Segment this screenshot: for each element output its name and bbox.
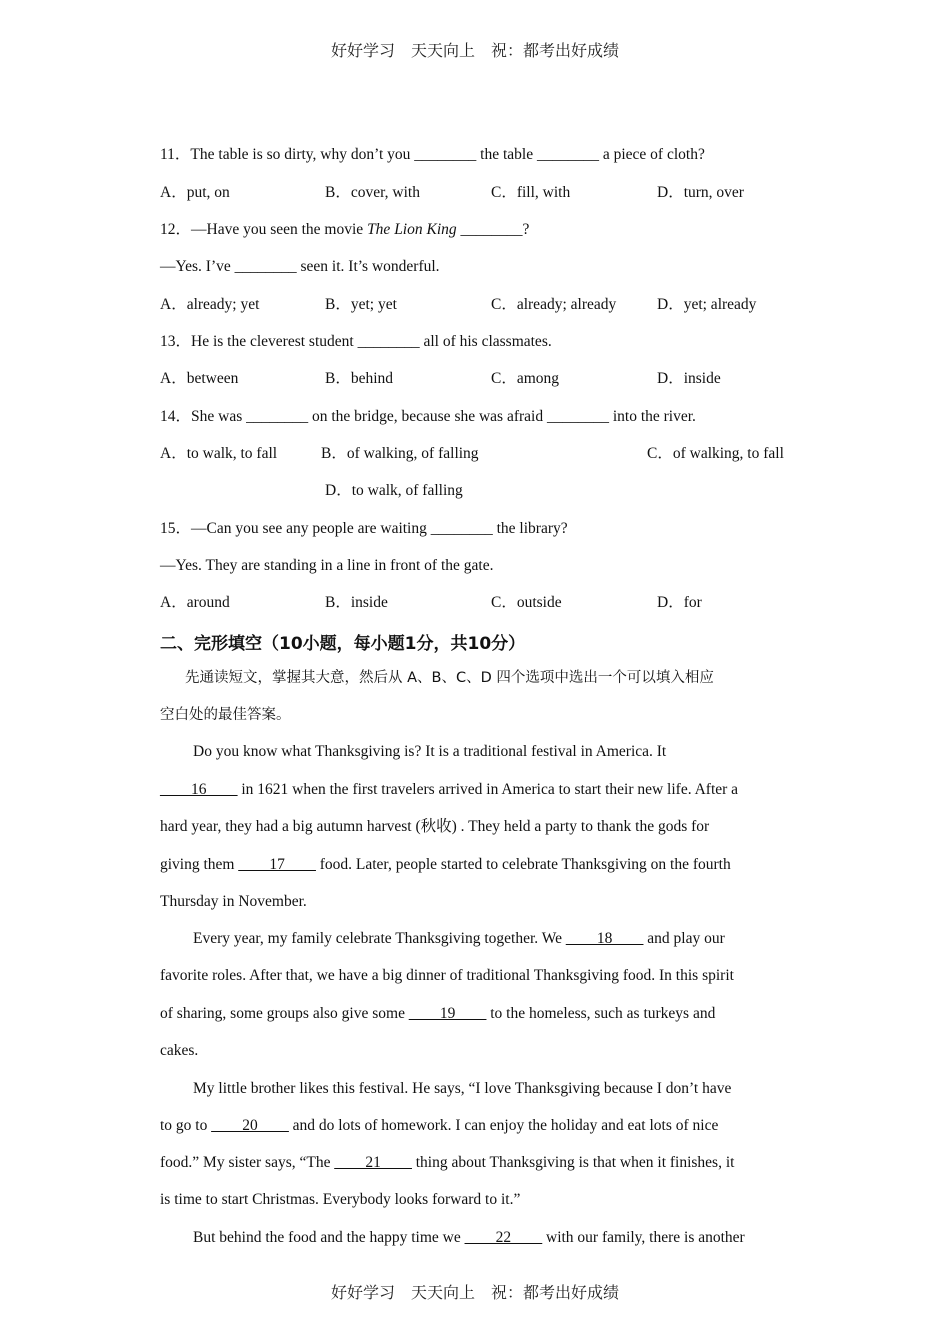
passage-p2-line-2: favorite roles. After that, we have a big dinner of traditional Thanksgiving food. In this spirit <box>160 967 734 984</box>
question-11-option-c: C．fill, with <box>491 184 571 201</box>
question-11-option-b: B．cover, with <box>325 184 420 201</box>
question-13-stem: 13．He is the cleverest student ________ all of his classmates. <box>160 333 552 350</box>
question-15-option-d: D．for <box>657 594 702 611</box>
question-15-reply: —Yes. They are standing in a line in front of the gate. <box>160 557 494 574</box>
passage-p3-line-3b: thing about Thanksgiving is that when it finishes, it <box>411 1154 735 1171</box>
passage-p2-line-1b: and play our <box>643 930 725 947</box>
question-15-option-c: C．outside <box>491 594 562 611</box>
question-14-option-c: C．of walking, to fall <box>647 445 784 462</box>
question-12-option-d: D．yet; already <box>657 296 757 313</box>
passage-p4-line-1b: with our family, there is another <box>542 1229 745 1246</box>
passage-p1-line-2 <box>160 780 738 800</box>
question-12-option-c: C．already; already <box>491 296 617 313</box>
question-14-option-a: A．to walk, to fall <box>160 445 278 462</box>
blank-20: ____20____ <box>211 1117 289 1134</box>
question-11-stem: 11．The table is so dirty, why don’t you ________ the table ________ a piece of cloth? <box>160 146 705 163</box>
question-14-stem: 14．She was ________ on the bridge, because she was afraid ________ into the river. <box>160 408 696 425</box>
passage-p3-line-1: My little brother likes this festival. He says, “I love Thanksgiving because I don’t have <box>193 1080 732 1097</box>
page-footer: 好好学习 天天向上 祝：都考出好成绩 <box>330 1283 619 1302</box>
question-15-option-a: A．around <box>160 594 230 611</box>
blank-22: ____22____ <box>464 1229 543 1246</box>
question-13-option-b: B．behind <box>325 370 394 387</box>
passage-p1-line-1: Do you know what Thanksgiving is? It is a traditional festival in America. It <box>193 743 667 760</box>
blank-19: ____19____ <box>408 1005 487 1022</box>
question-11-option-a: A．put, on <box>160 184 230 201</box>
passage-p1-line-4 <box>160 855 731 875</box>
blank-21: ____21____ <box>334 1154 412 1171</box>
question-13-option-c: C．among <box>491 370 560 387</box>
blank-17: ____17____ <box>238 856 316 873</box>
passage-p3-line-2a: to go to <box>160 1117 212 1134</box>
question-13-option-a: A．between <box>160 370 239 387</box>
passage-p3-line-4: is time to start Christmas. Everybody looks forward to it.” <box>160 1191 521 1208</box>
blank-16: ____16____ <box>160 781 238 798</box>
page-header: 好好学习 天天向上 祝：都考出好成绩 <box>330 41 619 60</box>
section-2-instruction-line-2: 空白处的最佳答案。 <box>160 707 291 723</box>
passage-p3-line-2 <box>160 1116 718 1136</box>
passage-p2-line-3b: to the homeless, such as turkeys and <box>486 1005 716 1022</box>
passage-p2-line-3a: of sharing, some groups also give some <box>160 1005 409 1022</box>
section-2-title: 二、完形填空（10小题，每小题1分，共10分） <box>160 634 526 654</box>
movie-title: The Lion King <box>367 221 457 238</box>
question-13-option-d: D．inside <box>657 370 721 387</box>
passage-p2-line-1 <box>193 929 725 949</box>
question-12-option-a: A．already; yet <box>160 296 260 313</box>
passage-p3-line-3 <box>160 1153 734 1173</box>
passage-p1-line-3: hard year, they had a big autumn harvest (秋收) . They held a party to thank the gods for <box>160 818 710 835</box>
question-14-option-b: B．of walking, of falling <box>321 445 479 462</box>
passage-p2-line-4: cakes. <box>160 1042 199 1059</box>
passage-p1-line-2-text: in 1621 when the first travelers arrived in America to start their new life. After a <box>237 781 739 798</box>
passage-p3-line-2b: and do lots of homework. I can enjoy the holiday and eat lots of nice <box>288 1117 719 1134</box>
section-2-instruction-line-1: 先通读短文，掌握其大意，然后从 A、B、C、D 四个选项中选出一个可以填入相应 <box>185 670 714 686</box>
question-12-option-b: B．yet; yet <box>325 296 397 313</box>
question-12-stem <box>160 220 529 240</box>
passage-p1-line-4a: giving them <box>160 856 239 873</box>
question-12-stem-b: ________? <box>456 221 530 238</box>
question-11-option-d: D．turn, over <box>657 184 744 201</box>
question-12-stem-a: 12．—Have you seen the movie <box>160 221 368 238</box>
passage-p1-line-5: Thursday in November. <box>160 893 307 910</box>
passage-p4-line-1a: But behind the food and the happy time we <box>193 1229 465 1246</box>
passage-p1-line-4b: food. Later, people started to celebrate Thanksgiving on the fourth <box>315 856 731 873</box>
question-14-option-d: D．to walk, of falling <box>325 482 463 499</box>
question-15-option-b: B．inside <box>325 594 388 611</box>
passage-p3-line-3a: food.” My sister says, “The <box>160 1154 335 1171</box>
passage-p2-line-3 <box>160 1004 715 1024</box>
passage-p2-line-1a: Every year, my family celebrate Thanksgiving together. We <box>193 930 566 947</box>
blank-18: ____18____ <box>565 930 644 947</box>
question-15-stem: 15．—Can you see any people are waiting ________ the library? <box>160 520 568 537</box>
passage-p4-line-1 <box>193 1228 745 1248</box>
question-12-reply: —Yes. I’ve ________ seen it. It’s wonderful. <box>160 258 440 275</box>
